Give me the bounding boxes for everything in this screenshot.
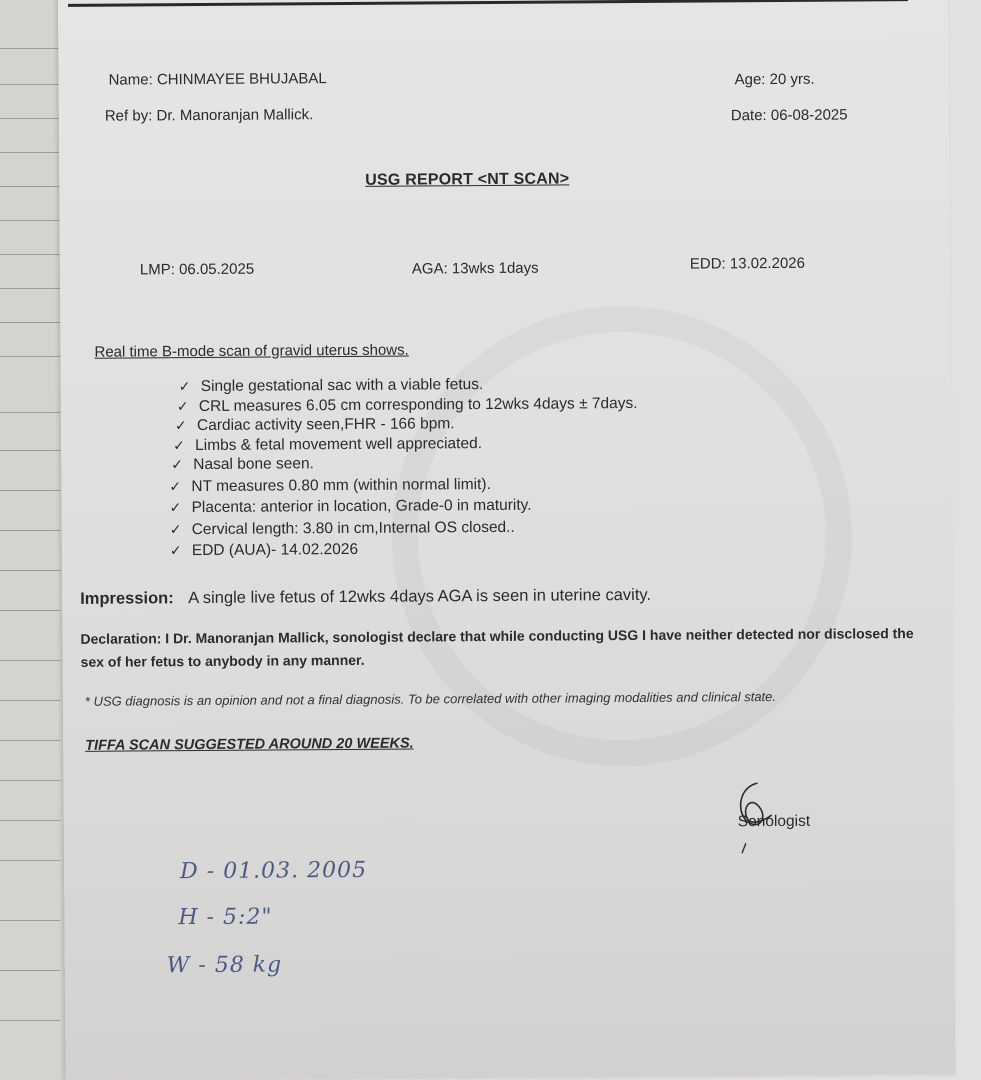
list-item: ✓ Limbs & fetal movement well appreciated. xyxy=(173,434,483,454)
declaration-text: Declaration: I Dr. Manoranjan Mallick, sonologist declare that while conducting USG I have neither detected nor disclosed the sex of her fetus to anybody in any manner. xyxy=(80,625,914,670)
patient-age: Age: 20 yrs. xyxy=(734,70,815,89)
findings-list xyxy=(169,374,638,560)
report-sheet xyxy=(58,0,956,1080)
disclaimer-note: * USG diagnosis is an opinion and not a final diagnosis. To be correlated with other imaging modalities and clinical state. xyxy=(84,689,777,709)
check-icon: ✓ xyxy=(176,397,189,414)
impression xyxy=(80,586,651,609)
aga-value: AGA: 13wks 1days xyxy=(411,259,539,278)
scan-heading: Real time B-mode scan of gravid uterus shows. xyxy=(94,341,409,361)
list-item: ✓ EDD (AUA)- 14.02.2026 xyxy=(169,540,359,560)
list-item: ✓ Placenta: anterior in location, Grade-0 in maturity. xyxy=(169,496,532,517)
patient-name: Name: CHINMAYEE BHUJABAL xyxy=(108,70,327,89)
check-icon: ✓ xyxy=(169,542,182,559)
report-title: USG REPORT <NT SCAN> xyxy=(365,170,570,189)
check-icon: ✓ xyxy=(169,499,182,516)
list-item: ✓ NT measures 0.80 mm (within normal limit). xyxy=(169,475,491,495)
handwritten-weight: W - 58 kg xyxy=(166,952,283,979)
list-item: ✓ Cervical length: 3.80 in cm,Internal OS closed.. xyxy=(169,518,515,538)
impression-text: A single live fetus of 12wks 4days AGA is seen in uterine cavity. xyxy=(188,585,652,608)
check-icon: ✓ xyxy=(174,417,187,434)
edd-value: EDD: 13.02.2026 xyxy=(689,254,805,273)
handwritten-dob: D - 01.03. 2005 xyxy=(180,857,368,885)
tiffa-suggestion: TIFFA SCAN SUGGESTED AROUND 20 WEEKS. xyxy=(85,735,414,754)
impression-label: Impression: xyxy=(80,589,174,608)
signature-label: Sonologist xyxy=(737,812,811,831)
list-item: ✓ Single gestational sac with a viable fetus. xyxy=(178,376,484,396)
list-item: ✓ Cardiac activity seen,FHR - 166 bpm. xyxy=(174,415,455,435)
referred-by: Ref by: Dr. Manoranjan Mallick. xyxy=(104,106,314,125)
check-icon: ✓ xyxy=(169,477,182,494)
report-date: Date: 06-08-2025 xyxy=(730,106,848,125)
lmp-value: LMP: 06.05.2025 xyxy=(139,260,255,279)
check-icon: ✓ xyxy=(169,520,182,537)
check-icon: ✓ xyxy=(178,378,191,395)
list-item: ✓ Nasal bone seen. xyxy=(171,455,314,474)
check-icon: ✓ xyxy=(171,456,184,473)
list-item: ✓ CRL measures 6.05 cm corresponding to 12wks 4days ± 7days. xyxy=(176,394,638,415)
check-icon: ✓ xyxy=(173,436,185,453)
top-rule xyxy=(68,0,908,7)
handwritten-height: H - 5:2" xyxy=(178,904,273,931)
